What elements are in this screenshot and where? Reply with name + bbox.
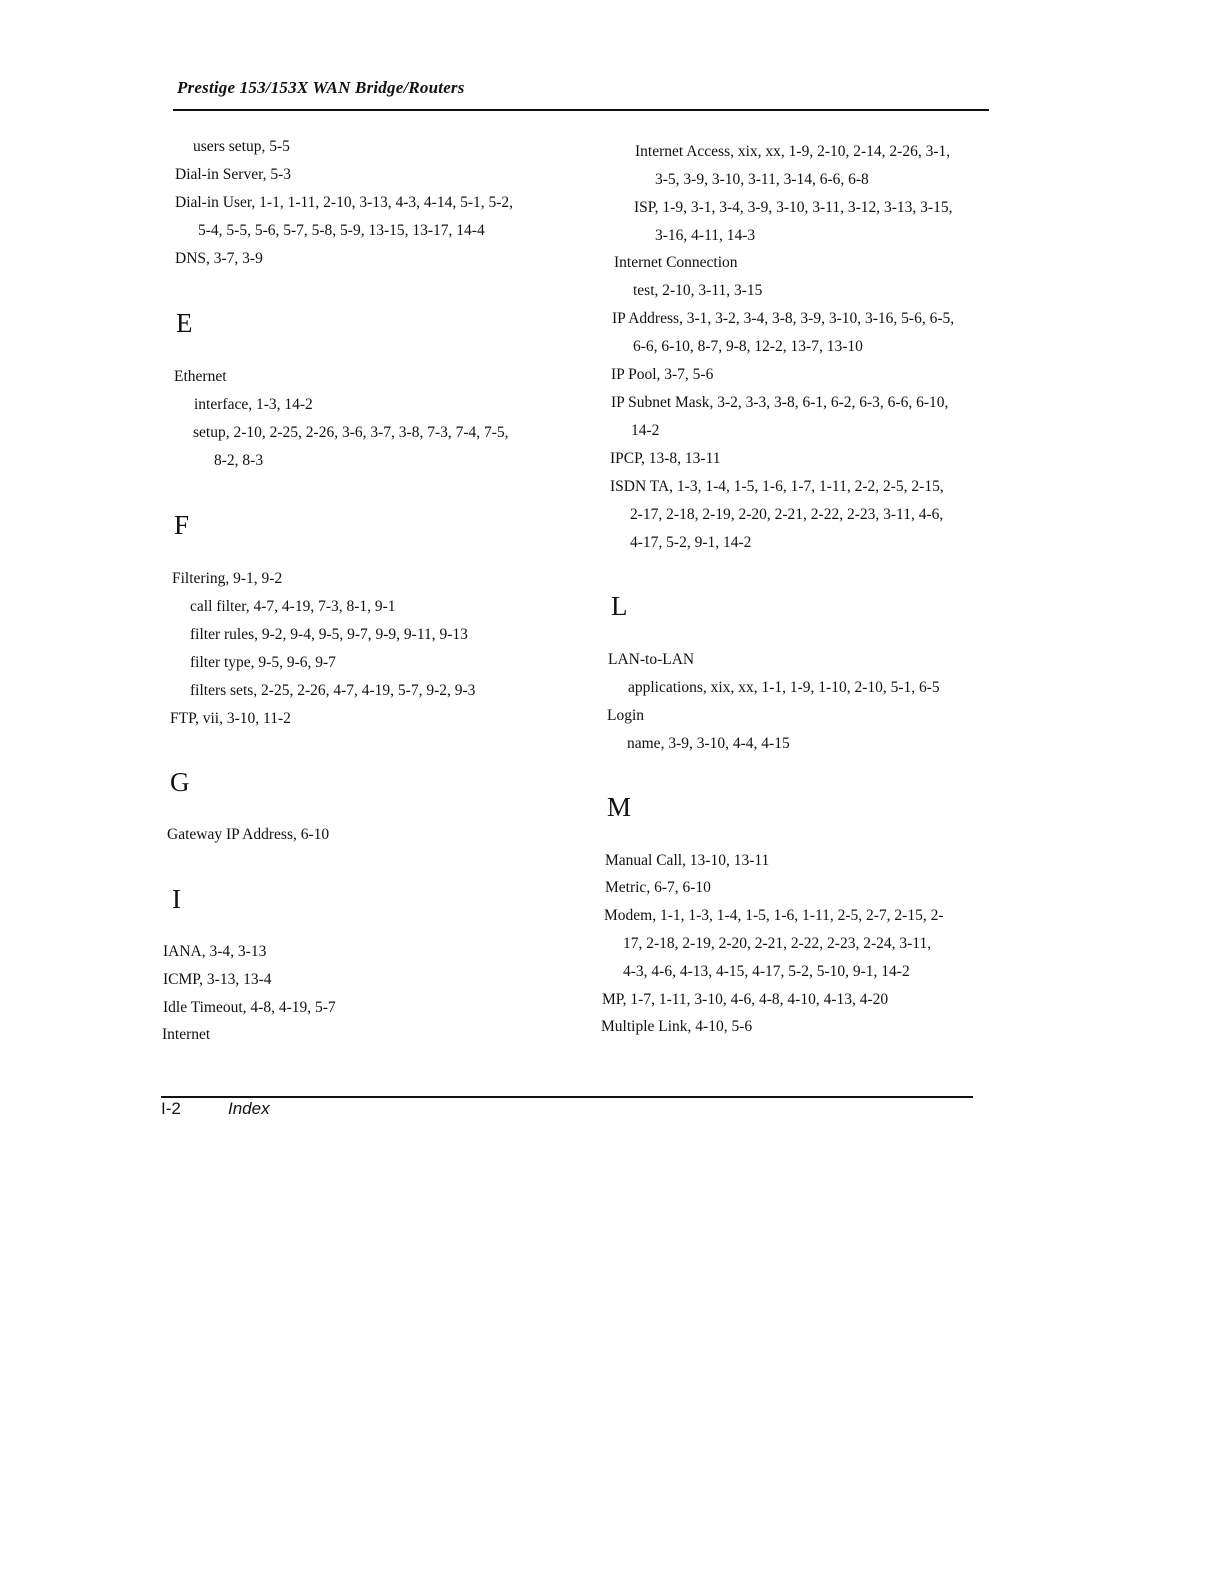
index-subentry: users setup, 5-5 <box>193 138 290 155</box>
section-letter: I <box>172 884 181 914</box>
index-subentry: call filter, 4-7, 4-19, 7-3, 8-1, 9-1 <box>190 598 396 615</box>
index-entry-continuation: 4-17, 5-2, 9-1, 14-2 <box>630 534 752 551</box>
index-entry: MP, 1-7, 1-11, 3-10, 4-6, 4-8, 4-10, 4-13, 4-20 <box>602 991 889 1008</box>
index-entry: FTP, vii, 3-10, 11-2 <box>170 710 291 727</box>
index-entry-continuation: 3-16, 4-11, 14-3 <box>655 227 756 244</box>
index-subentry: test, 2-10, 3-11, 3-15 <box>633 282 763 299</box>
index-entry-continuation: 5-4, 5-5, 5-6, 5-7, 5-8, 5-9, 13-15, 13-17, 14-4 <box>198 222 485 239</box>
index-entry: Metric, 6-7, 6-10 <box>605 879 711 896</box>
index-entry: IP Address, 3-1, 3-2, 3-4, 3-8, 3-9, 3-10, 3-16, 5-6, 6-5, <box>612 310 955 327</box>
index-entry: Internet Connection <box>614 254 738 271</box>
running-header: Prestige 153/153X WAN Bridge/Routers <box>177 78 465 97</box>
index-subentry: applications, xix, xx, 1-1, 1-9, 1-10, 2-10, 5-1, 6-5 <box>628 679 940 696</box>
index-subentry: filters sets, 2-25, 2-26, 4-7, 4-19, 5-7, 9-2, 9-3 <box>190 682 476 699</box>
index-entry: ICMP, 3-13, 13-4 <box>163 971 272 988</box>
index-entry-continuation: 4-3, 4-6, 4-13, 4-15, 4-17, 5-2, 5-10, 9-1, 14-2 <box>623 963 910 980</box>
index-entry: DNS, 3-7, 3-9 <box>175 250 263 267</box>
index-subentry: interface, 1-3, 14-2 <box>194 396 313 413</box>
index-subentry: filter rules, 9-2, 9-4, 9-5, 9-7, 9-9, 9-11, 9-13 <box>190 626 468 643</box>
index-entry-continuation: 14-2 <box>631 422 660 439</box>
section-letter: E <box>176 308 193 338</box>
index-entry: Dial-in User, 1-1, 1-11, 2-10, 3-13, 4-3, 4-14, 5-1, 5-2, <box>175 194 514 211</box>
index-entry: LAN-to-LAN <box>608 651 695 668</box>
header-rule <box>173 109 989 111</box>
index-entry: Multiple Link, 4-10, 5-6 <box>601 1018 753 1035</box>
index-entry: Manual Call, 13-10, 13-11 <box>605 852 770 869</box>
index-entry-continuation: 6-6, 6-10, 8-7, 9-8, 12-2, 13-7, 13-10 <box>633 338 863 355</box>
section-letter: L <box>611 591 628 621</box>
index-entry: Gateway IP Address, 6-10 <box>167 826 330 843</box>
index-entry: Login <box>607 707 645 724</box>
index-entry: Internet <box>162 1026 211 1043</box>
index-entry: Filtering, 9-1, 9-2 <box>172 570 283 587</box>
index-entry: Modem, 1-1, 1-3, 1-4, 1-5, 1-6, 1-11, 2-5, 2-7, 2-15, 2- <box>604 907 944 924</box>
footer-rule <box>161 1096 973 1098</box>
index-subentry: filter type, 9-5, 9-6, 9-7 <box>190 654 336 671</box>
footer-section-label: Index <box>228 1099 270 1118</box>
index-entry: ISDN TA, 1-3, 1-4, 1-5, 1-6, 1-7, 1-11, 2-2, 2-5, 2-15, <box>610 478 944 495</box>
index-entry: Idle Timeout, 4-8, 4-19, 5-7 <box>163 999 336 1016</box>
section-letter: M <box>607 792 632 822</box>
index-subentry: setup, 2-10, 2-25, 2-26, 3-6, 3-7, 3-8, 7-3, 7-4, 7-5, <box>193 424 509 441</box>
page-number: I-2 <box>161 1099 181 1118</box>
index-entry: IP Pool, 3-7, 5-6 <box>611 366 714 383</box>
index-entry-continuation: 17, 2-18, 2-19, 2-20, 2-21, 2-22, 2-23, 2-24, 3-11, <box>623 935 932 952</box>
index-subentry: name, 3-9, 3-10, 4-4, 4-15 <box>627 735 790 752</box>
index-entry: IP Subnet Mask, 3-2, 3-3, 3-8, 6-1, 6-2, 6-3, 6-6, 6-10, <box>611 394 949 411</box>
section-letter: F <box>174 510 190 540</box>
index-entry-continuation: 3-5, 3-9, 3-10, 3-11, 3-14, 6-6, 6-8 <box>655 171 869 188</box>
index-entry: IANA, 3-4, 3-13 <box>163 943 267 960</box>
index-entry: IPCP, 13-8, 13-11 <box>610 450 721 467</box>
index-entry: Dial-in Server, 5-3 <box>175 166 292 183</box>
index-subentry: Internet Access, xix, xx, 1-9, 2-10, 2-14, 2-26, 3-1, <box>635 143 951 160</box>
index-entry: Ethernet <box>174 368 227 385</box>
section-letter: G <box>170 767 190 797</box>
index-entry-continuation: 2-17, 2-18, 2-19, 2-20, 2-21, 2-22, 2-23, 3-11, 4-6, <box>630 506 944 523</box>
index-entry-continuation: 8-2, 8-3 <box>214 452 264 469</box>
index-subentry: ISP, 1-9, 3-1, 3-4, 3-9, 3-10, 3-11, 3-12, 3-13, 3-15, <box>634 199 953 216</box>
